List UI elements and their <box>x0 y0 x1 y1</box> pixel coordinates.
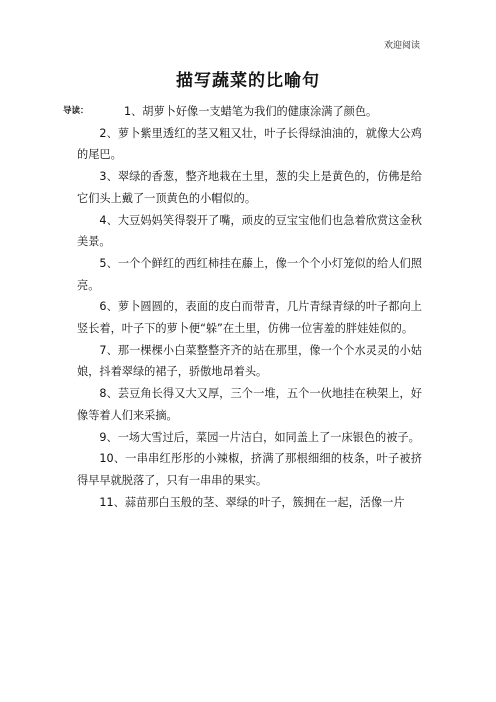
intro-label: 导读： <box>63 106 89 116</box>
paragraph-5: 5、一个个鲜红的西红柿挂在藤上，像一个个小灯笼似的给人们照亮。 <box>77 256 422 292</box>
paragraph-10: 10、一串串红彤彤的小辣椒，挤满了那根细细的枝条，叶子被挤得早早就脱落了，只有一串串的果实。 <box>77 452 422 487</box>
paragraph-8: 8、芸豆角长得又大又厚，三个一堆，五个一伙地挂在秧架上，好像等着人们来采摘。 <box>77 387 422 422</box>
paragraph-2: 2、萝卜紫里透红的茎又粗又壮，叶子长得绿油油的，就像大公鸡的尾巴。 <box>77 126 422 162</box>
paragraph-text: 1、胡萝卜好像一支蜡笔为我们的健康涂满了颜色。 <box>124 105 378 118</box>
paragraph-3: 3、翠绿的香葱，整齐地栽在土里，葱的尖上是黄色的，仿佛是给它们头上戴了一顶黄色的小帽似的。 <box>77 170 422 205</box>
document-body <box>63 101 422 513</box>
page-title: 描写蔬菜的比喻句 <box>176 71 320 91</box>
paragraph-6: 6、萝卜圆圆的，表面的皮白而带青，几片青绿青绿的叶子都向上竖长着，叶子下的萝卜便“躲”在土里，仿佛一位害羞的胖娃娃似的。 <box>77 300 422 336</box>
header-note: 欢迎阅读 <box>383 41 420 51</box>
paragraph-11: 11、蒜苗那白玉般的茎、翠绿的叶子，簇拥在一起，活像一片 <box>99 495 405 509</box>
paragraph-1 <box>63 101 422 123</box>
paragraph-7: 7、那一棵棵小白菜整整齐齐的站在那里，像一个个水灵灵的小姑娘，抖着翠绿的裙子，骄傲地昂着头。 <box>77 343 422 379</box>
paragraph-4: 4、大豆妈妈笑得裂开了嘴，顽皮的豆宝宝他们也急着欣赏这金秋美景。 <box>77 213 422 249</box>
paragraph-9: 9、一场大雪过后，菜园一片洁白，如同盖上了一床银色的被子。 <box>99 430 420 444</box>
